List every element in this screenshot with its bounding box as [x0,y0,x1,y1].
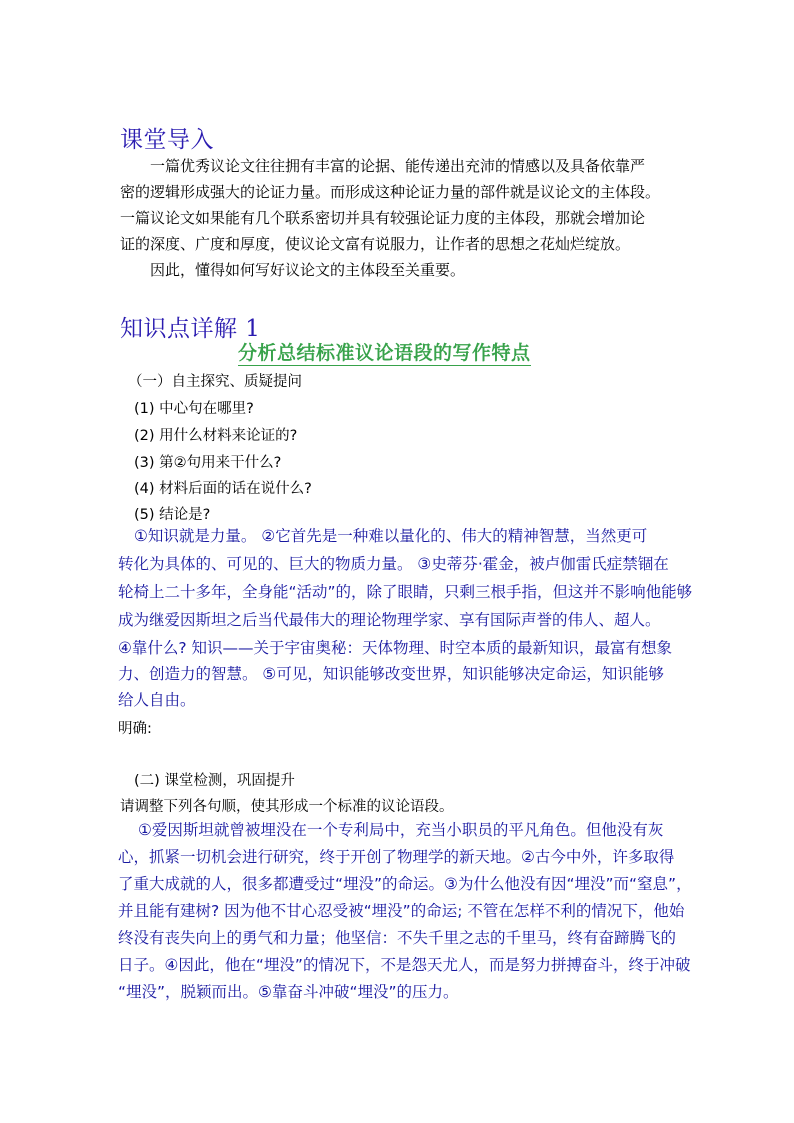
passage-line: 力、创造力的智慧。 ⑤可见，知识能够改变世界，知识能够决定命运，知识能够 [118,665,664,683]
section-title-intro: 课堂导入 [120,127,214,153]
exercise-line: 了重大成就的人，很多都遭受过“埋没”的命运。③为什么他没有因“埋没”而“窒息”， [118,875,692,893]
exercise-line: 心，抓紧一切机会进行研究，终于开创了物理学的新天地。②古今中外，许多取得 [118,848,675,866]
exercise-line: “埋没”，脱颖而出。⑤靠奋斗冲破“埋没”的压力。 [118,983,459,1001]
question-item: (3) 第②句用来干什么? [134,455,282,471]
part-title: (二) 课堂检测，巩固提升 [134,773,295,789]
instruction-text: 请调整下列各句顺，使其形成一个标准的议论语段。 [120,799,454,815]
passage-line: 转化为具体的、可见的、巨大的物质力量。 ③史蒂芬·霍金，被卢伽雷氏症禁锢在 [118,555,669,573]
passage-line: ①知识就是力量。 ②它首先是一种难以量化的、伟大的精神智慧，当然更可 [134,527,648,545]
question-item: (5) 结论是? [134,507,211,523]
intro-line: 一篇议论文如果能有几个联系密切并具有较强论证力度的主体段，那就会增加论 [120,209,646,227]
passage-line: 轮椅上二十多年，全身能“活动”的，除了眼睛，只剩三根手指，但这并不影响他能够 [118,583,693,601]
exercise-line: 终没有丧失向上的勇气和力量；他坚信：不失千里之志的千里马，终有奋蹄腾飞的 [118,929,677,947]
part-title: （一）自主探究、质疑提问 [128,374,302,390]
clarify-label: 明确: [118,721,152,737]
intro-line: 因此，懂得如何写好议论文的主体段至关重要。 [150,261,466,279]
intro-line: 密的逻辑形成强大的论证力量。而形成这种论证力量的部件就是议论文的主体段。 [120,183,661,201]
intro-line: 证的深度、广度和厚度，使议论文富有说服力，让作者的思想之花灿烂绽放。 [120,235,631,253]
section-subtitle: 分析总结标准议论语段的写作特点 [238,338,531,366]
question-item: (1) 中心句在哪里? [134,401,254,417]
exercise-line: 日子。④因此，他在“埋没”的情况下，不是怨天尤人，而是努力拼搏奋斗，终于冲破 [118,956,691,974]
question-item: (4) 材料后面的话在说什么? [134,481,312,497]
passage-line: 给人自由。 [118,691,196,709]
question-item: (2) 用什么材料来论证的? [134,428,298,444]
passage-line: 成为继爱因斯坦之后当代最伟大的理论物理学家、享有国际声誉的伟人、超人。 [118,611,661,629]
exercise-line: 并且能有建树? 因为他不甘心忍受被“埋没”的命运; 不管在怎样不利的情况下，他始 [118,902,685,920]
exercise-line: ①爱因斯坦就曾被埋没在一个专利局中，充当小职员的平凡角色。但他没有灰 [138,821,664,839]
section-title-knowledge: 知识点详解 1 [120,316,261,342]
passage-line: ④靠什么? 知识——关于宇宙奥秘：天体物理、时空本质的最新知识，最富有想象 [118,639,673,657]
intro-line: 一篇优秀议论文往往拥有丰富的论据、能传递出充沛的情感以及具备依靠严 [150,157,646,175]
